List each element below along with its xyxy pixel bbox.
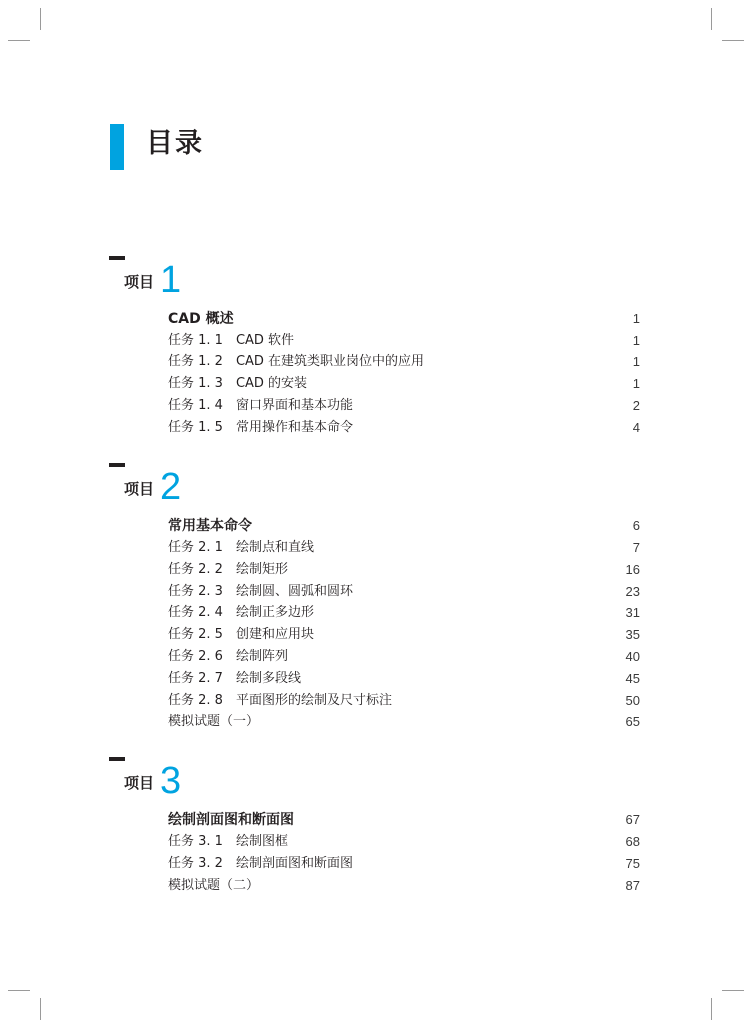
crop-mark — [8, 990, 30, 991]
toc-heading[interactable] — [168, 810, 640, 830]
toc-page-number: 68 — [625, 834, 640, 849]
toc-entry-title: 任务 2. 7 绘制多段线 — [168, 671, 301, 686]
crop-mark — [40, 998, 41, 1020]
toc-entry-title: 任务 2. 5 创建和应用块 — [168, 627, 314, 642]
page-title: 目录 — [146, 128, 204, 159]
toc-entry[interactable] — [168, 876, 640, 896]
toc-page-number: 1 — [632, 354, 640, 369]
toc-heading-title: 常用基本命令 — [168, 518, 252, 534]
toc-entry[interactable] — [168, 712, 640, 732]
project-label: 项目 — [124, 480, 155, 498]
toc-page-number: 45 — [625, 671, 640, 686]
toc-entry-title: 任务 2. 1 绘制点和直线 — [168, 540, 314, 555]
toc-entry[interactable] — [168, 625, 640, 645]
toc-heading[interactable] — [168, 516, 640, 536]
toc-page-number: 2 — [632, 398, 640, 413]
toc-page-number: 40 — [625, 649, 640, 664]
toc-entry[interactable] — [168, 603, 640, 623]
project-number: 3 — [160, 760, 182, 802]
toc-entry[interactable] — [168, 691, 640, 711]
project-marker — [109, 256, 125, 260]
toc-entry-title: 任务 3. 1 绘制图框 — [168, 834, 288, 849]
crop-mark — [711, 998, 712, 1020]
toc-entry[interactable] — [168, 560, 640, 580]
toc-entry[interactable] — [168, 331, 640, 351]
project-number: 2 — [160, 466, 182, 508]
project-number: 1 — [160, 259, 182, 301]
toc-entry-title: 任务 1. 3 CAD 的安装 — [168, 376, 308, 391]
toc-heading-title: 绘制剖面图和断面图 — [168, 812, 294, 828]
toc-page-number: 35 — [625, 627, 640, 642]
toc-entry-title: 任务 2. 3 绘制圆、圆弧和圆环 — [168, 584, 353, 599]
toc-entry-title: 任务 1. 1 CAD 软件 — [168, 333, 295, 348]
toc-entry-title: 模拟试题（一） — [168, 714, 260, 729]
toc-heading[interactable] — [168, 309, 640, 329]
toc-entry-title: 任务 1. 4 窗口界面和基本功能 — [168, 398, 353, 413]
toc-page-number: 50 — [625, 693, 640, 708]
toc-page-number: 31 — [625, 605, 640, 620]
project-label: 项目 — [124, 273, 155, 291]
toc-entry-title: 任务 3. 2 绘制剖面图和断面图 — [168, 856, 353, 871]
toc-entry-title: 任务 2. 2 绘制矩形 — [168, 562, 288, 577]
toc-entry-title: 模拟试题（二） — [168, 878, 260, 893]
toc-page-number: 1 — [632, 333, 640, 348]
toc-page-number: 87 — [625, 878, 640, 893]
toc-entry-title: 任务 2. 6 绘制阵列 — [168, 649, 288, 664]
toc-page-number: 16 — [625, 562, 640, 577]
toc-entry[interactable] — [168, 374, 640, 394]
crop-mark — [711, 8, 712, 30]
toc-page-number: 7 — [632, 540, 640, 555]
toc-entry-title: 任务 1. 2 CAD 在建筑类职业岗位中的应用 — [168, 354, 425, 369]
toc-entry[interactable] — [168, 396, 640, 416]
project-marker — [109, 463, 125, 467]
toc-page-number: 1 — [632, 376, 640, 391]
toc-entry-title: 任务 1. 5 常用操作和基本命令 — [168, 420, 353, 435]
toc-entry-title: 任务 2. 4 绘制正多边形 — [168, 605, 314, 620]
toc-page-number: 75 — [625, 856, 640, 871]
toc-page-number: 23 — [625, 584, 640, 599]
toc-heading-title: CAD 概述 — [168, 311, 234, 327]
crop-mark — [722, 990, 744, 991]
toc-page-number: 4 — [632, 420, 640, 435]
toc-page-number: 67 — [625, 812, 640, 827]
toc-entry[interactable] — [168, 418, 640, 438]
crop-mark — [40, 8, 41, 30]
project-label: 项目 — [124, 774, 155, 792]
title-accent-bar — [110, 124, 124, 170]
toc-entry-title: 任务 2. 8 平面图形的绘制及尺寸标注 — [168, 693, 392, 708]
toc-entry[interactable] — [168, 582, 640, 602]
toc-entry[interactable] — [168, 832, 640, 852]
toc-page-number: 65 — [625, 714, 640, 729]
toc-entry[interactable] — [168, 538, 640, 558]
crop-mark — [722, 40, 744, 41]
toc-page-number: 6 — [632, 518, 640, 533]
toc-entry[interactable] — [168, 669, 640, 689]
crop-mark — [8, 40, 30, 41]
toc-entry[interactable] — [168, 647, 640, 667]
toc-page-number: 1 — [632, 311, 640, 326]
project-marker — [109, 757, 125, 761]
toc-entry[interactable] — [168, 352, 640, 372]
toc-entry[interactable] — [168, 854, 640, 874]
